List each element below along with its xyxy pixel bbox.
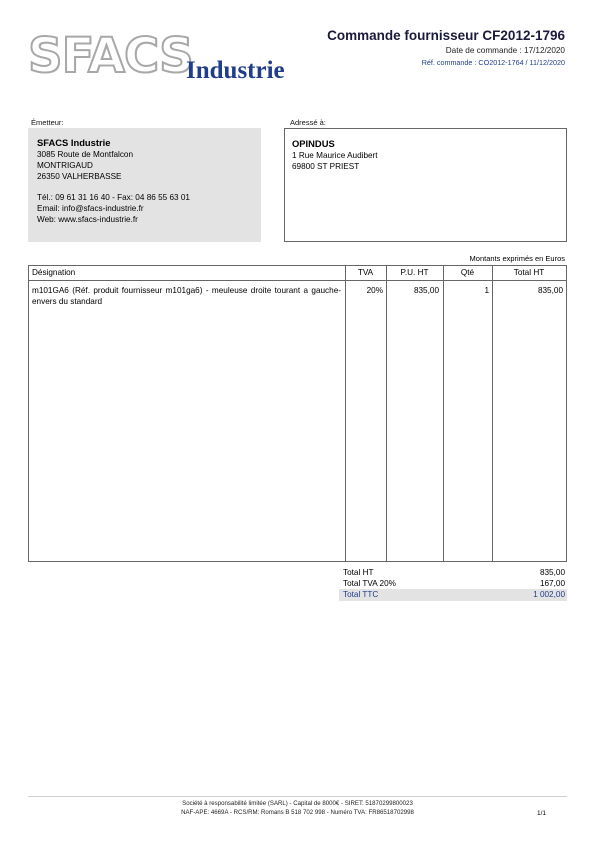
recipient-block xyxy=(284,128,567,242)
recipient-address-line: 1 Rue Maurice Audibert xyxy=(292,151,378,160)
sender-name: SFACS Industrie xyxy=(37,137,111,148)
total-ttc-label: Total TTC xyxy=(343,590,379,599)
logo-suffix-text: Industrie xyxy=(186,57,285,84)
footer-divider xyxy=(28,796,567,797)
column-header-tva: TVA xyxy=(357,268,374,277)
column-divider xyxy=(492,266,493,561)
row-total: 835,00 xyxy=(537,286,563,295)
recipient-label: Adressé à: xyxy=(290,118,326,127)
spacer xyxy=(37,183,252,192)
footer-legal-line: Société à responsabilité limitée (SARL) - Capital de 8000€ - SIRET: 51870299800023 xyxy=(182,800,413,807)
company-logo xyxy=(28,30,318,90)
column-header-total: Total HT xyxy=(513,268,545,277)
row-designation: m101GA6 (Réf. produit fournisseur m101ga6) - meuleuse droite tourant a gauche-envers du standard xyxy=(32,286,341,306)
sender-address-line: 26350 VALHERBASSE xyxy=(37,172,122,182)
currency-note: Montants exprimés en Euros xyxy=(469,254,565,263)
column-divider xyxy=(386,266,387,561)
total-tva-label: Total TVA 20% xyxy=(343,579,396,588)
footer-legal-line: NAF-APE: 4669A - RCS/RM: Romans B 518 702 998 - Numéro TVA: FR86518702998 xyxy=(181,809,414,816)
order-date: Date de commande : 17/12/2020 xyxy=(445,46,565,55)
total-ht-value: 835,00 xyxy=(539,568,565,577)
sender-address-line: MONTRIGAUD xyxy=(37,161,93,171)
order-reference: Réf. commande : CO2012-1764 / 11/12/2020 xyxy=(421,58,565,67)
recipient-name: OPINDUS xyxy=(292,138,335,149)
row-tva: 20% xyxy=(366,286,383,295)
items-table xyxy=(28,265,567,562)
sender-block xyxy=(28,128,261,242)
column-header-unit-price: P.U. HT xyxy=(400,268,429,277)
column-divider xyxy=(443,266,444,561)
sender-label: Émetteur: xyxy=(31,118,64,127)
logo-brand-text: SFACS xyxy=(28,28,193,84)
header-divider xyxy=(29,280,566,281)
total-ttc-value: 1 002,00 xyxy=(533,590,565,599)
total-tva-value: 167,00 xyxy=(539,579,565,588)
total-ht-label: Total HT xyxy=(343,568,374,577)
row-unit-price: 835,00 xyxy=(413,286,439,295)
page-number: 1/1 xyxy=(536,810,546,817)
column-header-qty: Qté xyxy=(460,268,475,277)
column-header-designation: Désignation xyxy=(32,268,76,277)
sender-website: Web: www.sfacs-industrie.fr xyxy=(37,215,138,225)
recipient-address-line: 69800 ST PRIEST xyxy=(292,162,360,172)
column-divider xyxy=(345,266,346,561)
sender-email: Email: info@sfacs-industrie.fr xyxy=(37,203,144,213)
document-title: Commande fournisseur CF2012-1796 xyxy=(327,28,565,43)
sender-phone-fax: Tél.: 09 61 31 16 40 - Fax: 04 86 55 63 01 xyxy=(37,192,190,202)
sender-address-line: 3085 Route de Montfalcon xyxy=(37,150,134,159)
row-qty: 1 xyxy=(484,286,489,295)
